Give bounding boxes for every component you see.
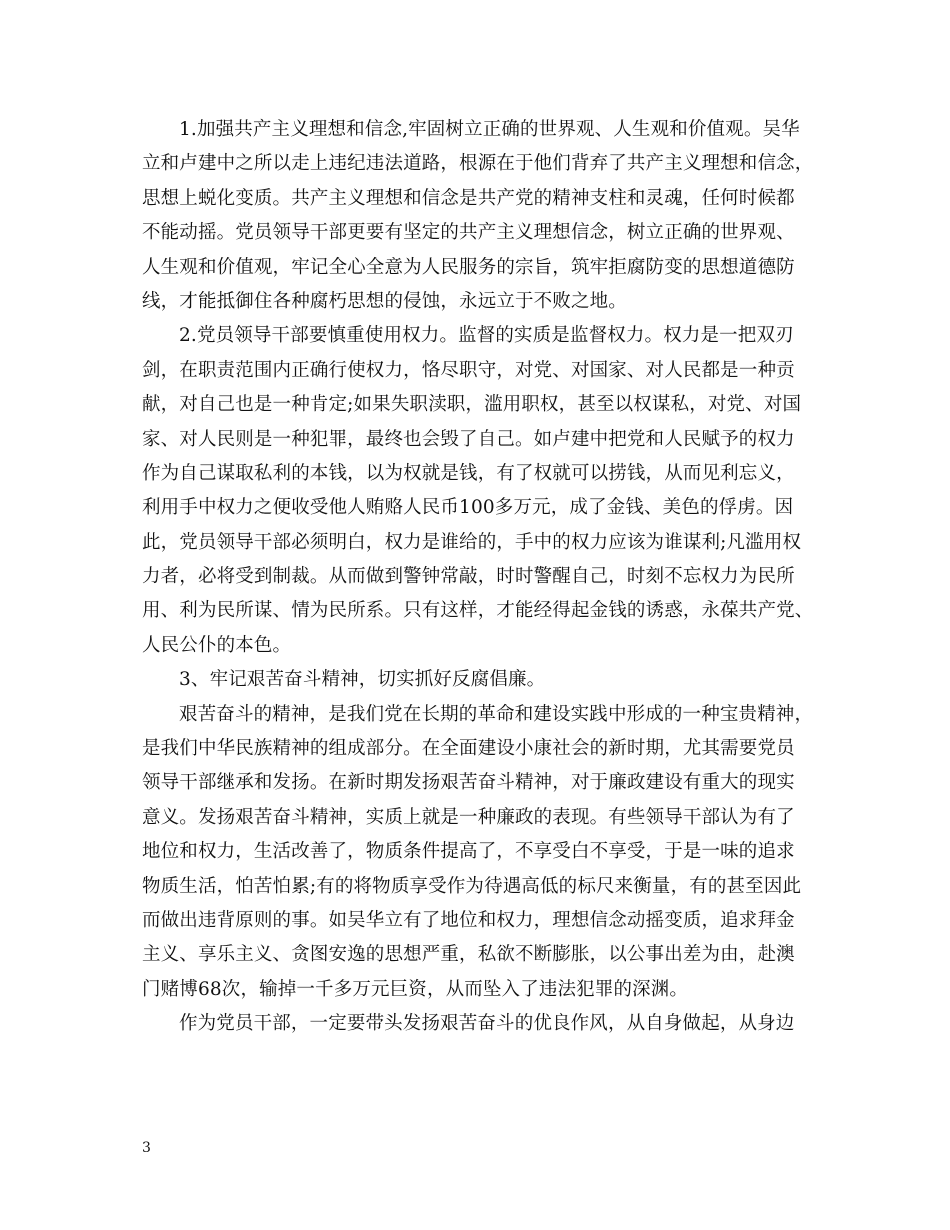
text-line: 用、利为民所谋、情为民所系。只有这样，才能经得起金钱的诱惑，永葆共产党、 (142, 600, 814, 622)
page-number: 3 (142, 1140, 151, 1156)
text-line: 物质生活，怕苦怕累;有的将物质享受作为待遇高低的标尺来衡量，有的甚至因此 (142, 875, 802, 897)
text-line: 利用手中权力之便收受他人贿赂人民币100多万元，成了金钱、美色的俘虏。因 (142, 497, 794, 519)
text-line: 3、牢记艰苦奋斗精神，切实抓好反腐倡廉。 (179, 669, 546, 691)
text-line: 此，党员领导干部必须明白，权力是谁给的，手中的权力应该为谁谋利;凡滥用权 (142, 531, 802, 553)
text-line: 力者，必将受到制裁。从而做到警钟常敲，时时警醒自己，时刻不忘权力为民所 (142, 566, 795, 588)
text-line: 思想上蜕化变质。共产主义理想和信念是共产党的精神支柱和灵魂，任何时候都 (142, 187, 795, 209)
text-line: 是我们中华民族精神的组成部分。在全面建设小康社会的新时期，尤其需要党员 (142, 738, 795, 760)
text-line: 家、对人民则是一种犯罪，最终也会毁了自己。如卢建中把党和人民赋予的权力 (142, 428, 795, 450)
text-line: 作为自己谋取私利的本钱，以为权就是钱，有了权就可以捞钱，从而见利忘义， (142, 462, 795, 484)
text-line: 主义、享乐主义、贪图安逸的思想严重，私欲不断膨胀，以公事出差为由，赴澳 (142, 944, 795, 966)
text-line: 剑，在职责范围内正确行使权力，恪尽职守，对党、对国家、对人民都是一种贡 (142, 359, 795, 381)
body-text (142, 113, 826, 1042)
text-line: 不能动摇。党员领导干部更要有坚定的共产主义理想信念，树立正确的世界观、 (142, 222, 795, 244)
text-line: 1.加强共产主义理想和信念,牢固树立正确的世界观、人生观和价值观。吴华 (179, 119, 800, 140)
text-line: 人生观和价值观，牢记全心全意为人民服务的宗旨，筑牢拒腐防变的思想道德防 (142, 256, 795, 278)
text-line: 立和卢建中之所以走上违纪违法道路，根源在于他们背弃了共产主义理想和信念， (142, 153, 814, 175)
text-line: 艰苦奋斗的精神，是我们党在长期的革命和建设实践中形成的一种宝贵精神， (179, 703, 814, 725)
text-line: 门赌博68次，输掉一千多万元巨资，从而坠入了违法犯罪的深渊。 (142, 978, 689, 1000)
text-line: 线，才能抵御住各种腐朽思想的侵蚀，永远立于不败之地。 (142, 290, 627, 312)
text-line: 作为党员干部，一定要带头发扬艰苦奋斗的优良作风，从自身做起，从身边 (179, 1013, 795, 1035)
text-line: 而做出违背原则的事。如吴华立有了地位和权力，理想信念动摇变质，追求拜金 (142, 909, 795, 931)
text-line: 2.党员领导干部要慎重使用权力。监督的实质是监督权力。权力是一把双刃 (179, 325, 794, 347)
text-line: 献，对自己也是一种肯定;如果失职渎职，滥用职权，甚至以权谋私，对党、对国 (142, 394, 802, 416)
text-line: 意义。发扬艰苦奋斗精神，实质上就是一种廉政的表现。有些领导干部认为有了 (142, 806, 795, 828)
text-line: 领导干部继承和发扬。在新时期发扬艰苦奋斗精神，对于廉政建设有重大的现实 (142, 772, 795, 794)
text-line: 地位和权力，生活改善了，物质条件提高了，不享受白不享受，于是一味的追求 (142, 841, 795, 863)
text-line: 人民公仆的本色。 (142, 634, 292, 656)
